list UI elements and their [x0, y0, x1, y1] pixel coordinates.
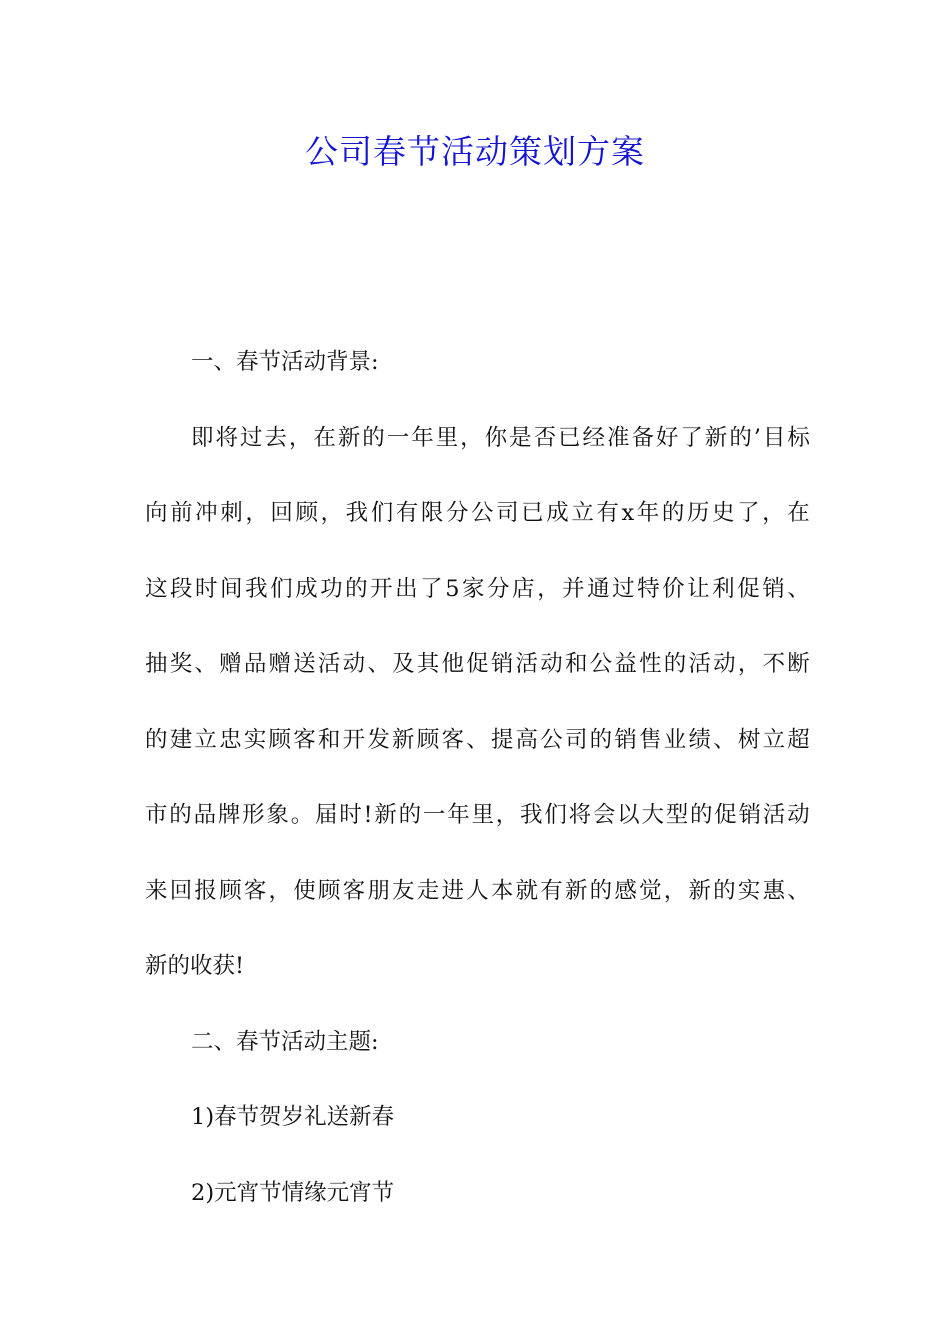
paragraph-line: 即 将 过 去 ， 在 新 的 一 年 里 ， 你 是 否 已 经 准 备 好 了 新 的 ’ 目 标	[191, 424, 810, 451]
paragraph-line: 向 前 冲 刺 ， 回 顾 ， 我 们 有 限 分 公 司 已 成 立 有 x 年 的 历 史 了 ， 在	[145, 500, 810, 526]
paragraph-line: 抽 奖 、 赠 品 赠 送 活 动 、 及 其 他 促 销 活 动 和 公 益 性 的 活 动 ， 不 断	[145, 651, 810, 677]
paragraph-line: 这 段 时 间 我 们 成 功 的 开 出 了 5 家 分 店 ， 并 通 过 特 价 让 利 促 销 、	[145, 575, 810, 602]
section-heading-background: 一、春节活动背景:	[191, 349, 379, 375]
paragraph-line: 市 的 品 牌 形 象 。 届 时 ! 新 的 一 年 里 ， 我 们 将 会 以 大 型 的 促 销 活 动	[145, 802, 810, 828]
paragraph-line: 的 建 立 忠 实 顾 客 和 开 发 新 顾 客 、 提 高 公 司 的 销 售 业 绩 、 树 立 超	[145, 726, 810, 753]
document-body	[145, 340, 810, 1246]
paragraph-line: 新的收获!	[145, 953, 245, 979]
list-item: 2)元宵节情缘元宵节	[191, 1179, 395, 1206]
section-heading-theme: 二、春节活动主题:	[191, 1028, 379, 1055]
paragraph-line: 来 回 报 顾 客 ， 使 顾 客 朋 友 走 进 人 本 就 有 新 的 感 觉 ， 新 的 实 惠 、	[145, 877, 810, 904]
document-title: 公司春节活动策划方案	[305, 132, 645, 171]
list-item: 1)春节贺岁礼送新春	[191, 1104, 395, 1130]
